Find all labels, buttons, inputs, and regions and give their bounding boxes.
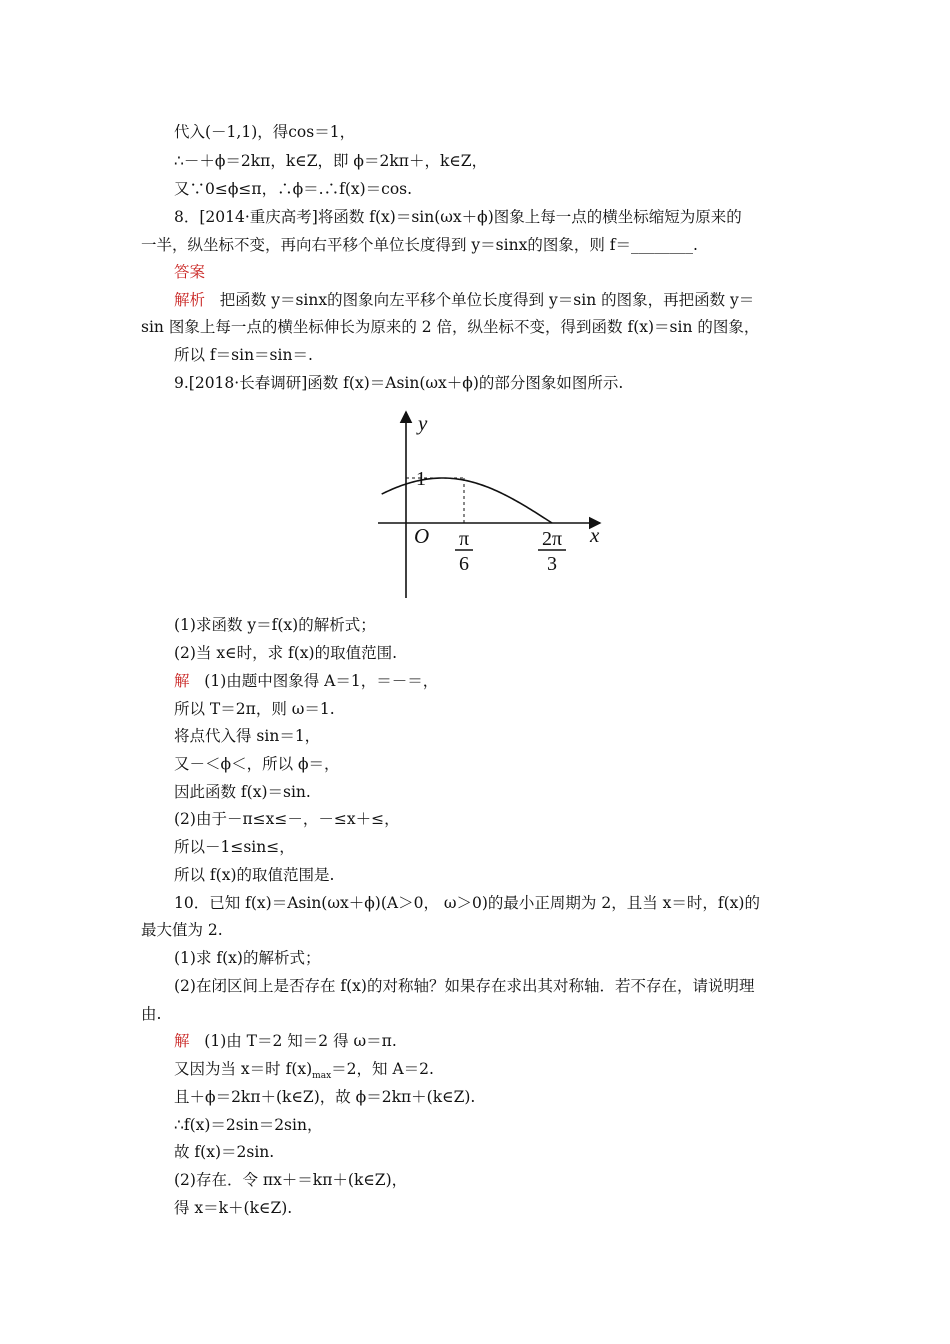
text-line: ∴－＋ϕ＝2kπ，k∈Z，即 ϕ＝2kπ＋，k∈Z， [174, 152, 488, 170]
question-10-part-2: (2)在闭区间上是否存在 f(x)的对称轴？如果存在求出其对称轴．若不存在，请说明理 [174, 977, 755, 995]
solution-9-line: 所以 f(x)的取值范围是. [174, 866, 335, 884]
tick-2pi3-denominator: 3 [547, 553, 557, 575]
solution-text: (1)由题中图象得 A＝1，＝－＝， [204, 672, 439, 690]
question-10-line-2: 最大值为 2. [141, 921, 223, 939]
solution-label: 解 [174, 1032, 190, 1050]
question-10-part-2-cont: 由. [141, 1005, 162, 1023]
question-10-line-1: 10．已知 f(x)＝Asin(ωx＋ϕ)(A＞0， ω＞0)的最小正周期为 2，且当 x＝时，f(x)的 [174, 894, 760, 912]
solution-10-line: 故 f(x)＝2sin. [174, 1143, 275, 1161]
subscript-max: max [312, 1071, 332, 1082]
origin-label: O [414, 524, 430, 548]
y-tick-label: 1 [416, 468, 426, 490]
sine-graph-figure [372, 400, 624, 610]
answer-label: 答案 [174, 263, 206, 281]
question-9-part-1: (1)求函数 y＝f(x)的解析式； [174, 616, 376, 634]
solution-label: 解 [174, 672, 190, 690]
x-axis-label: x [590, 523, 600, 547]
tick-pi6-denominator: 6 [459, 553, 469, 575]
solution-9-line: 所以 T＝2π，则 ω＝1. [174, 700, 335, 718]
question-9: 9.[2018·长春调研]函数 f(x)＝Asin(ωx＋ϕ)的部分图象如图所示. [174, 374, 624, 392]
analysis-line-3: 所以 f＝sin＝sin＝. [174, 346, 313, 364]
analysis-line-2: sin 图象上每一点的横坐标伸长为原来的 2 倍，纵坐标不变，得到函数 f(x)＝sin 的图象， [141, 318, 760, 336]
question-9-part-2: (2)当 x∈时，求 f(x)的取值范围. [174, 644, 398, 662]
solution-10-line-1 [174, 1031, 397, 1051]
text-line: 又∵0≤ϕ≤π，∴ϕ＝.∴f(x)＝cos. [174, 180, 413, 198]
solution-10-line [174, 1059, 434, 1086]
question-10-part-1: (1)求 f(x)的解析式； [174, 949, 321, 967]
solution-9-line: 又－＜ϕ＜，所以 ϕ＝， [174, 755, 340, 773]
question-8-line-1: 8．[2014·重庆高考]将函数 f(x)＝sin(ωx＋ϕ)图象上每一点的横坐标缩短为原来的 [174, 208, 742, 226]
y-axis-label: y [418, 411, 428, 435]
solution-9-line-1 [174, 671, 438, 691]
analysis-text: 把函数 y＝sinx的图象向左平移个单位长度得到 y＝sin 的图象，再把函数 y＝ [219, 291, 755, 309]
question-8-line-2: 一半，纵坐标不变，再向右平移个单位长度得到 y＝sinx的图象，则 f＝________. [141, 236, 698, 254]
analysis-label: 解析 [174, 291, 206, 309]
solution-9-line: 因此函数 f(x)＝sin. [174, 783, 311, 801]
solution-9-line: (2)由于－π≤x≤－，－≤x＋≤， [174, 810, 400, 828]
solution-10-line: (2)存在．令 πx＋＝kπ＋(k∈Z)， [174, 1171, 408, 1189]
analysis-line-1 [174, 290, 754, 310]
solution-9-line: 所以－1≤sin≤， [174, 838, 295, 856]
solution-10-line: ∴f(x)＝2sin＝2sin， [174, 1116, 323, 1134]
solution-text: 又因为当 x＝时 f(x) [174, 1060, 313, 1078]
solution-10-line: 得 x＝k＋(k∈Z). [174, 1199, 293, 1217]
sine-curve [382, 478, 552, 523]
solution-text: (1)由 T＝2 知＝2 得 ω＝π. [204, 1032, 397, 1050]
solution-9-line: 将点代入得 sin＝1， [174, 727, 321, 745]
tick-pi-numerator: π [458, 528, 470, 550]
tick-2pi-numerator: 2π [541, 528, 563, 550]
solution-text: ＝2，知 A＝2. [331, 1060, 434, 1078]
text-line: 代入(－1,1)，得cos＝1， [174, 123, 356, 141]
solution-10-line: 且＋ϕ＝2kπ＋(k∈Z)，故 ϕ＝2kπ＋(k∈Z). [174, 1088, 476, 1106]
